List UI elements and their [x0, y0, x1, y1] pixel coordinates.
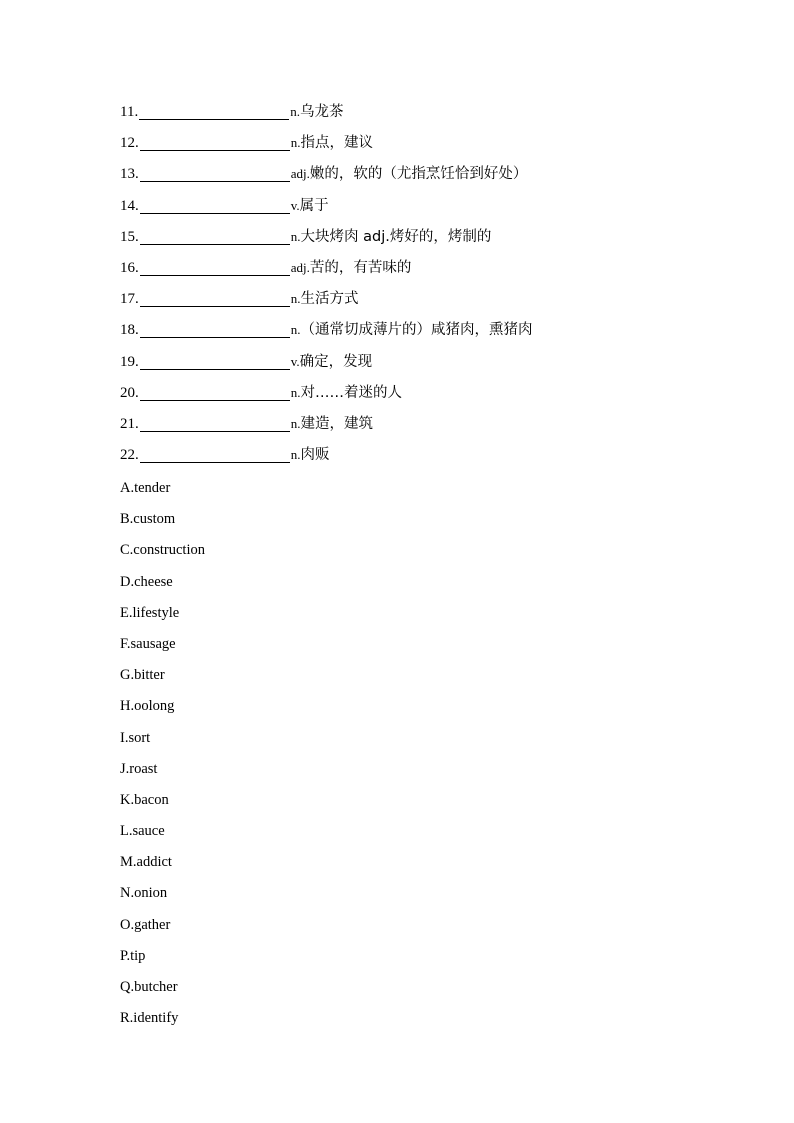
answer-blank [140, 256, 290, 276]
definition: 苦的，有苦味的 [309, 259, 412, 276]
option-item: E.lifestyle [120, 604, 180, 621]
part-of-speech: adj. [290, 259, 310, 275]
definition: 嫩的，软的（尤指烹饪恰到好处） [309, 166, 528, 183]
definition: 乌龙茶 [299, 104, 344, 120]
option-item: Q.butcher [120, 979, 178, 995]
part-of-speech: adj. [290, 166, 310, 182]
question-item [120, 100, 533, 131]
option-item: J.roast [120, 760, 158, 777]
option-item: M.addict [120, 854, 172, 871]
definition: 肉贩 [300, 447, 330, 464]
answer-blank [140, 443, 290, 463]
option-item: D.cheese [120, 573, 173, 590]
definition: 指点，建议 [300, 135, 373, 152]
question-number: 11. [120, 104, 139, 120]
answer-blank [140, 412, 290, 432]
answer-blank [140, 194, 290, 214]
option-list [120, 476, 205, 1037]
question-number: 20. [120, 384, 139, 401]
question-number: 15. [120, 228, 139, 245]
question-item [120, 256, 533, 287]
option-item: F.sausage [120, 635, 176, 652]
definition: 对……着迷的人 [300, 384, 402, 401]
part-of-speech: n. [290, 228, 301, 244]
definition: 大块烤肉 adj.烤好的，烤制的 [300, 228, 492, 245]
answer-blank [140, 287, 290, 307]
answer-blank [140, 131, 290, 151]
question-number: 13. [120, 166, 139, 183]
option-item: I.sort [120, 729, 151, 746]
part-of-speech: n. [290, 135, 301, 151]
question-item [120, 350, 533, 381]
question-item [120, 194, 533, 225]
question-item [120, 131, 533, 162]
part-of-speech: n. [290, 384, 301, 400]
part-of-speech: n. [290, 291, 301, 307]
question-number: 22. [120, 447, 139, 464]
option-item: C.construction [120, 542, 205, 559]
option-item: B.custom [120, 511, 176, 528]
answer-blank [140, 350, 290, 370]
option-item: L.sauce [120, 823, 165, 840]
question-item [120, 162, 533, 193]
option-item: P.tip [120, 947, 146, 964]
option-item: A.tender [120, 480, 171, 496]
question-number: 19. [120, 353, 139, 370]
question-number: 12. [120, 135, 139, 152]
part-of-speech: v. [290, 353, 300, 369]
question-list [120, 100, 533, 474]
answer-blank [140, 318, 290, 338]
part-of-speech: n. [290, 415, 301, 431]
option-item: K.bacon [120, 791, 169, 808]
question-item [120, 381, 533, 412]
option-item: O.gather [120, 916, 171, 933]
definition: 确定，发现 [299, 353, 373, 370]
question-number: 14. [120, 197, 139, 214]
question-item [120, 318, 533, 349]
option-item: G.bitter [120, 667, 165, 684]
question-number: 17. [120, 291, 139, 308]
option-item: H.oolong [120, 698, 175, 715]
question-item [120, 225, 533, 256]
question-item [120, 287, 533, 318]
definition: （通常切成薄片的）咸猪肉，熏猪肉 [300, 322, 533, 339]
question-number: 16. [120, 259, 139, 276]
option-item: R.identify [120, 1010, 179, 1027]
question-number: 18. [120, 322, 139, 339]
definition: 建造，建筑 [300, 415, 373, 432]
part-of-speech: n. [290, 322, 301, 338]
question-item [120, 443, 533, 474]
question-number: 21. [120, 415, 139, 432]
definition: 生活方式 [300, 291, 359, 308]
answer-blank [140, 162, 290, 182]
answer-blank [139, 100, 289, 120]
definition: 属于 [299, 197, 329, 214]
answer-blank [140, 225, 290, 245]
option-item: N.onion [120, 885, 168, 902]
question-item [120, 412, 533, 443]
answer-blank [140, 381, 290, 401]
part-of-speech: n. [290, 104, 300, 119]
part-of-speech: n. [290, 447, 301, 463]
part-of-speech: v. [290, 197, 300, 213]
